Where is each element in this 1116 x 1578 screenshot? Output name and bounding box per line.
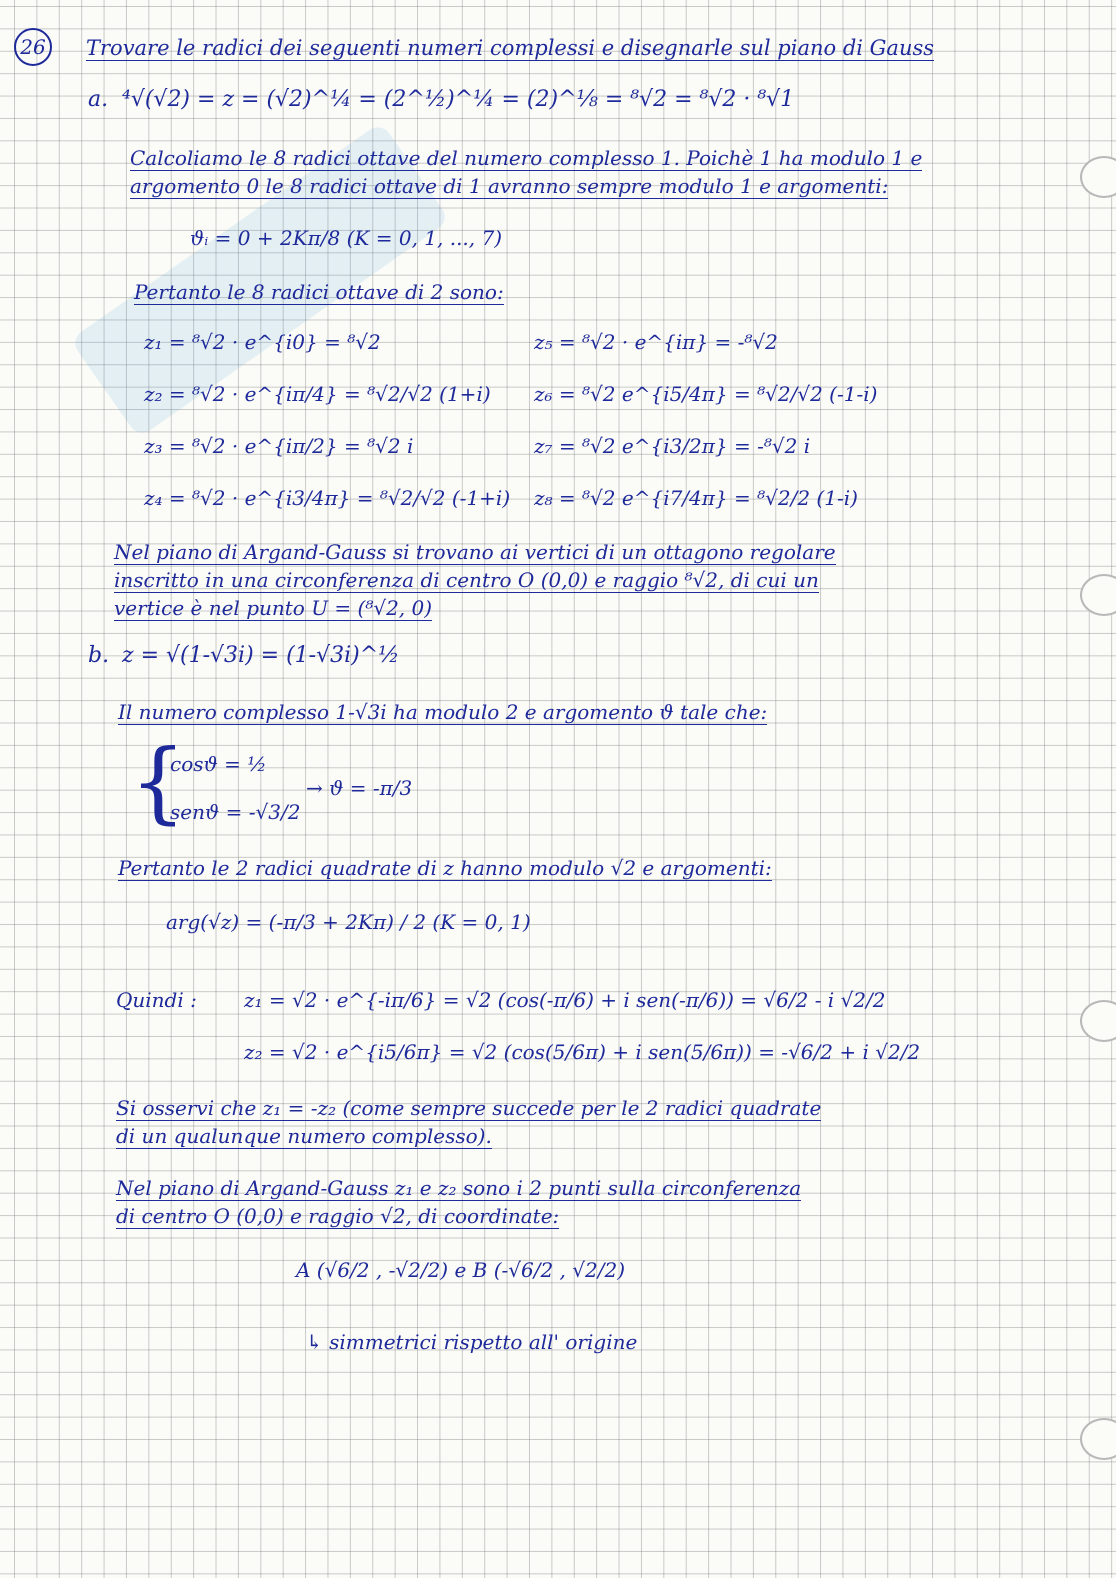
- part-a-intro-line-1: Calcoliamo le 8 radici ottave del numero complesso 1. Poichè 1 ha modulo 1 e: [130, 146, 923, 170]
- part-b-intro: Il numero complesso 1-√3i ha modulo 2 e argomento ϑ tale che:: [118, 700, 768, 724]
- punch-hole: [1080, 1000, 1116, 1042]
- part-a-intro-line-2: argomento 0 le 8 radici ottave di 1 avranno sempre modulo 1 e argomenti:: [130, 174, 889, 198]
- system-cos: cosϑ = ½: [170, 752, 267, 776]
- part-a-conclusion-3: vertice è nel punto U = (⁸√2, 0): [114, 596, 433, 620]
- root-z8: z₈ = ⁸√2 e^{i7/4π} = ⁸√2/2 (1-i): [534, 486, 858, 510]
- observe-line-1: Si osservi che z₁ = -z₂ (come sempre succede per le 2 radici quadrate: [116, 1096, 822, 1120]
- points-coordinates: A (√6/2 , -√2/2) e B (-√6/2 , √2/2): [296, 1258, 626, 1282]
- part-a-conclusion-1: Nel piano di Argand-Gauss si trovano ai vertici di un ottagono regolare: [114, 540, 836, 564]
- plane-line-2: di centro O (0,0) e raggio √2, di coordinate:: [116, 1204, 560, 1228]
- part-a-roots-intro: Pertanto le 8 radici ottave di 2 sono:: [134, 280, 504, 304]
- quindi-label: Quindi :: [116, 988, 197, 1012]
- root-z4: z₄ = ⁸√2 · e^{i3/4π} = ⁸√2/√2 (-1+i): [144, 486, 511, 510]
- exercise-number: 26: [14, 28, 52, 66]
- plane-line-1: Nel piano di Argand-Gauss z₁ e z₂ sono i 2 punti sulla circonferenza: [116, 1176, 802, 1200]
- part-b-formula: z = √(1-√3i) = (1-√3i)^½: [122, 643, 400, 668]
- punch-hole: [1080, 1418, 1116, 1460]
- part-a-label: a.: [88, 87, 109, 112]
- arg-formula: arg(√z) = (-π/3 + 2Kπ) / 2 (K = 0, 1): [166, 910, 531, 934]
- root-b-z1: z₁ = √2 · e^{-iπ/6} = √2 (cos(-π/6) + i sen(-π/6)) = √6/2 - i √2/2: [244, 988, 886, 1012]
- system-brace: {: [130, 730, 186, 833]
- root-z5: z₅ = ⁸√2 · e^{iπ} = -⁸√2: [534, 330, 778, 354]
- system-sen: senϑ = -√3/2: [170, 800, 301, 824]
- punch-hole: [1080, 156, 1116, 198]
- root-z1: z₁ = ⁸√2 · e^{i0} = ⁸√2: [144, 330, 381, 354]
- root-b-z2: z₂ = √2 · e^{i5/6π} = √2 (cos(5/6π) + i sen(5/6π)) = -√6/2 + i √2/2: [244, 1040, 921, 1064]
- exercise-title: Trovare le radici dei seguenti numeri complessi e disegnarle sul piano di Gauss: [86, 36, 935, 60]
- part-b-label: b.: [88, 643, 110, 668]
- root-z3: z₃ = ⁸√2 · e^{iπ/2} = ⁸√2 i: [144, 434, 414, 458]
- part-b-roots-intro: Pertanto le 2 radici quadrate di z hanno modulo √2 e argomenti:: [118, 856, 772, 880]
- system-result: → ϑ = -π/3: [306, 776, 413, 800]
- part-a-formula: ⁴√(√2) = z = (√2)^¼ = (2^½)^¼ = (2)^⅛ = ⁸√2 = ⁸√2 · ⁸√1: [122, 87, 795, 112]
- part-a-conclusion-2: inscritto in una circonferenza di centro O (0,0) e raggio ⁸√2, di cui un: [114, 568, 819, 592]
- root-z7: z₇ = ⁸√2 e^{i3/2π} = -⁸√2 i: [534, 434, 811, 458]
- root-z2: z₂ = ⁸√2 · e^{iπ/4} = ⁸√2/√2 (1+i): [144, 382, 491, 406]
- punch-hole: [1080, 574, 1116, 616]
- root-z6: z₆ = ⁸√2 e^{i5/4π} = ⁸√2/√2 (-1-i): [534, 382, 878, 406]
- symmetry-note: ↳ simmetrici rispetto all' origine: [306, 1330, 638, 1354]
- observe-line-2: di un qualunque numero complesso).: [116, 1124, 492, 1148]
- theta-formula: ϑᵢ = 0 + 2Kπ/8 (K = 0, 1, ..., 7): [190, 226, 503, 250]
